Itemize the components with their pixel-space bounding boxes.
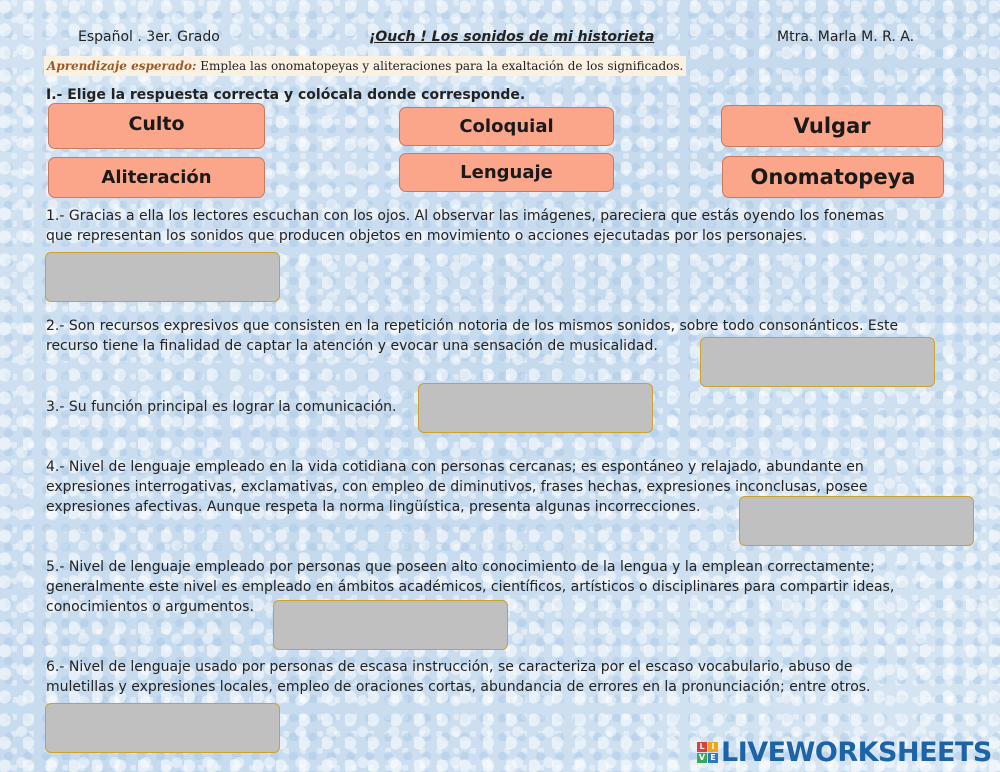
subject-label: Español . 3er. Grado <box>78 29 220 45</box>
question-4-line-3: expresiones afectivas. Aunque respeta la norma lingüística, presenta algunas incorrecciones. <box>46 499 701 515</box>
question-6 <box>46 657 946 697</box>
answer-dropzone-4[interactable] <box>739 496 974 546</box>
option-lenguaje[interactable]: Lenguaje <box>399 153 614 192</box>
question-1-line-1: 1.- Gracias a ella los lectores escuchan con los ojos. Al observar las imágenes, pareciera que estás oyendo los fonemas <box>46 208 885 224</box>
question-4-line-2: expresiones interrogativas, exclamativas, con empleo de diminutivos, frases hechas, expresiones inconclusas, posee <box>46 479 868 495</box>
liveworksheets-logo-text: LIVEWORKSHEETS <box>721 737 992 768</box>
teacher-label: Mtra. Marla M. R. A. <box>777 29 915 45</box>
question-3-line-1: 3.- Su función principal es lograr la comunicación. <box>46 399 397 415</box>
question-4-line-1: 4.- Nivel de lenguaje empleado en la vida cotidiana con personas cercanas; es espontáneo y relajado, abundante en <box>46 459 864 475</box>
option-aliteracion[interactable]: Aliteración <box>48 157 265 198</box>
option-onomatopeya[interactable]: Onomatopeya <box>722 156 944 198</box>
answer-dropzone-3[interactable] <box>418 383 653 433</box>
question-6-line-2: muletillas y expresiones locales, empleo de oraciones cortas, abundancia de errores en la pronunciación; entre otros. <box>46 679 871 695</box>
question-5-line-2: generalmente este nivel es empleado en ámbitos académicos, científicos, artísticos o disciplinares para compartir ideas, <box>46 579 895 595</box>
question-1 <box>46 206 946 246</box>
question-5-line-3: conocimientos o argumentos. <box>46 599 254 615</box>
answer-dropzone-5[interactable] <box>273 600 508 650</box>
learning-objective-label: Aprendizaje esperado: <box>47 59 197 73</box>
learning-objective <box>44 56 686 76</box>
liveworksheets-logo[interactable] <box>697 737 992 768</box>
instructions: I.- Elige la respuesta correcta y colócala donde corresponde. <box>46 87 526 103</box>
question-2-line-2: recurso tiene la finalidad de captar la atención y evocar una sensación de musicalidad. <box>46 338 658 354</box>
option-vulgar[interactable]: Vulgar <box>721 105 943 147</box>
option-coloquial[interactable]: Coloquial <box>399 107 614 146</box>
question-6-line-1: 6.- Nivel de lenguaje usado por personas de escasa instrucción, se caracteriza por el escaso vocabulario, abuso de <box>46 659 853 675</box>
liveworksheets-logo-mark: L I V E <box>697 742 718 763</box>
question-2-line-1: 2.- Son recursos expresivos que consisten en la repetición notoria de los mismos sonidos, sobre todo consonánticos. Este <box>46 318 899 334</box>
question-5-line-1: 5.- Nivel de lenguaje empleado por personas que poseen alto conocimiento de la lengua y la emplean correctamente; <box>46 559 875 575</box>
question-1-line-2: que representan los sonidos que producen objetos en movimiento o acciones ejecutadas por los personajes. <box>46 228 808 244</box>
answer-dropzone-6[interactable] <box>45 703 280 753</box>
option-culto[interactable]: Culto <box>48 103 265 149</box>
learning-objective-text: Emplea las onomatopeyas y aliteraciones para la exaltación de los significados. <box>200 59 684 73</box>
page-title: ¡Ouch ! Los sonidos de mi historieta <box>369 29 655 45</box>
answer-dropzone-1[interactable] <box>45 252 280 302</box>
answer-dropzone-2[interactable] <box>700 337 935 387</box>
